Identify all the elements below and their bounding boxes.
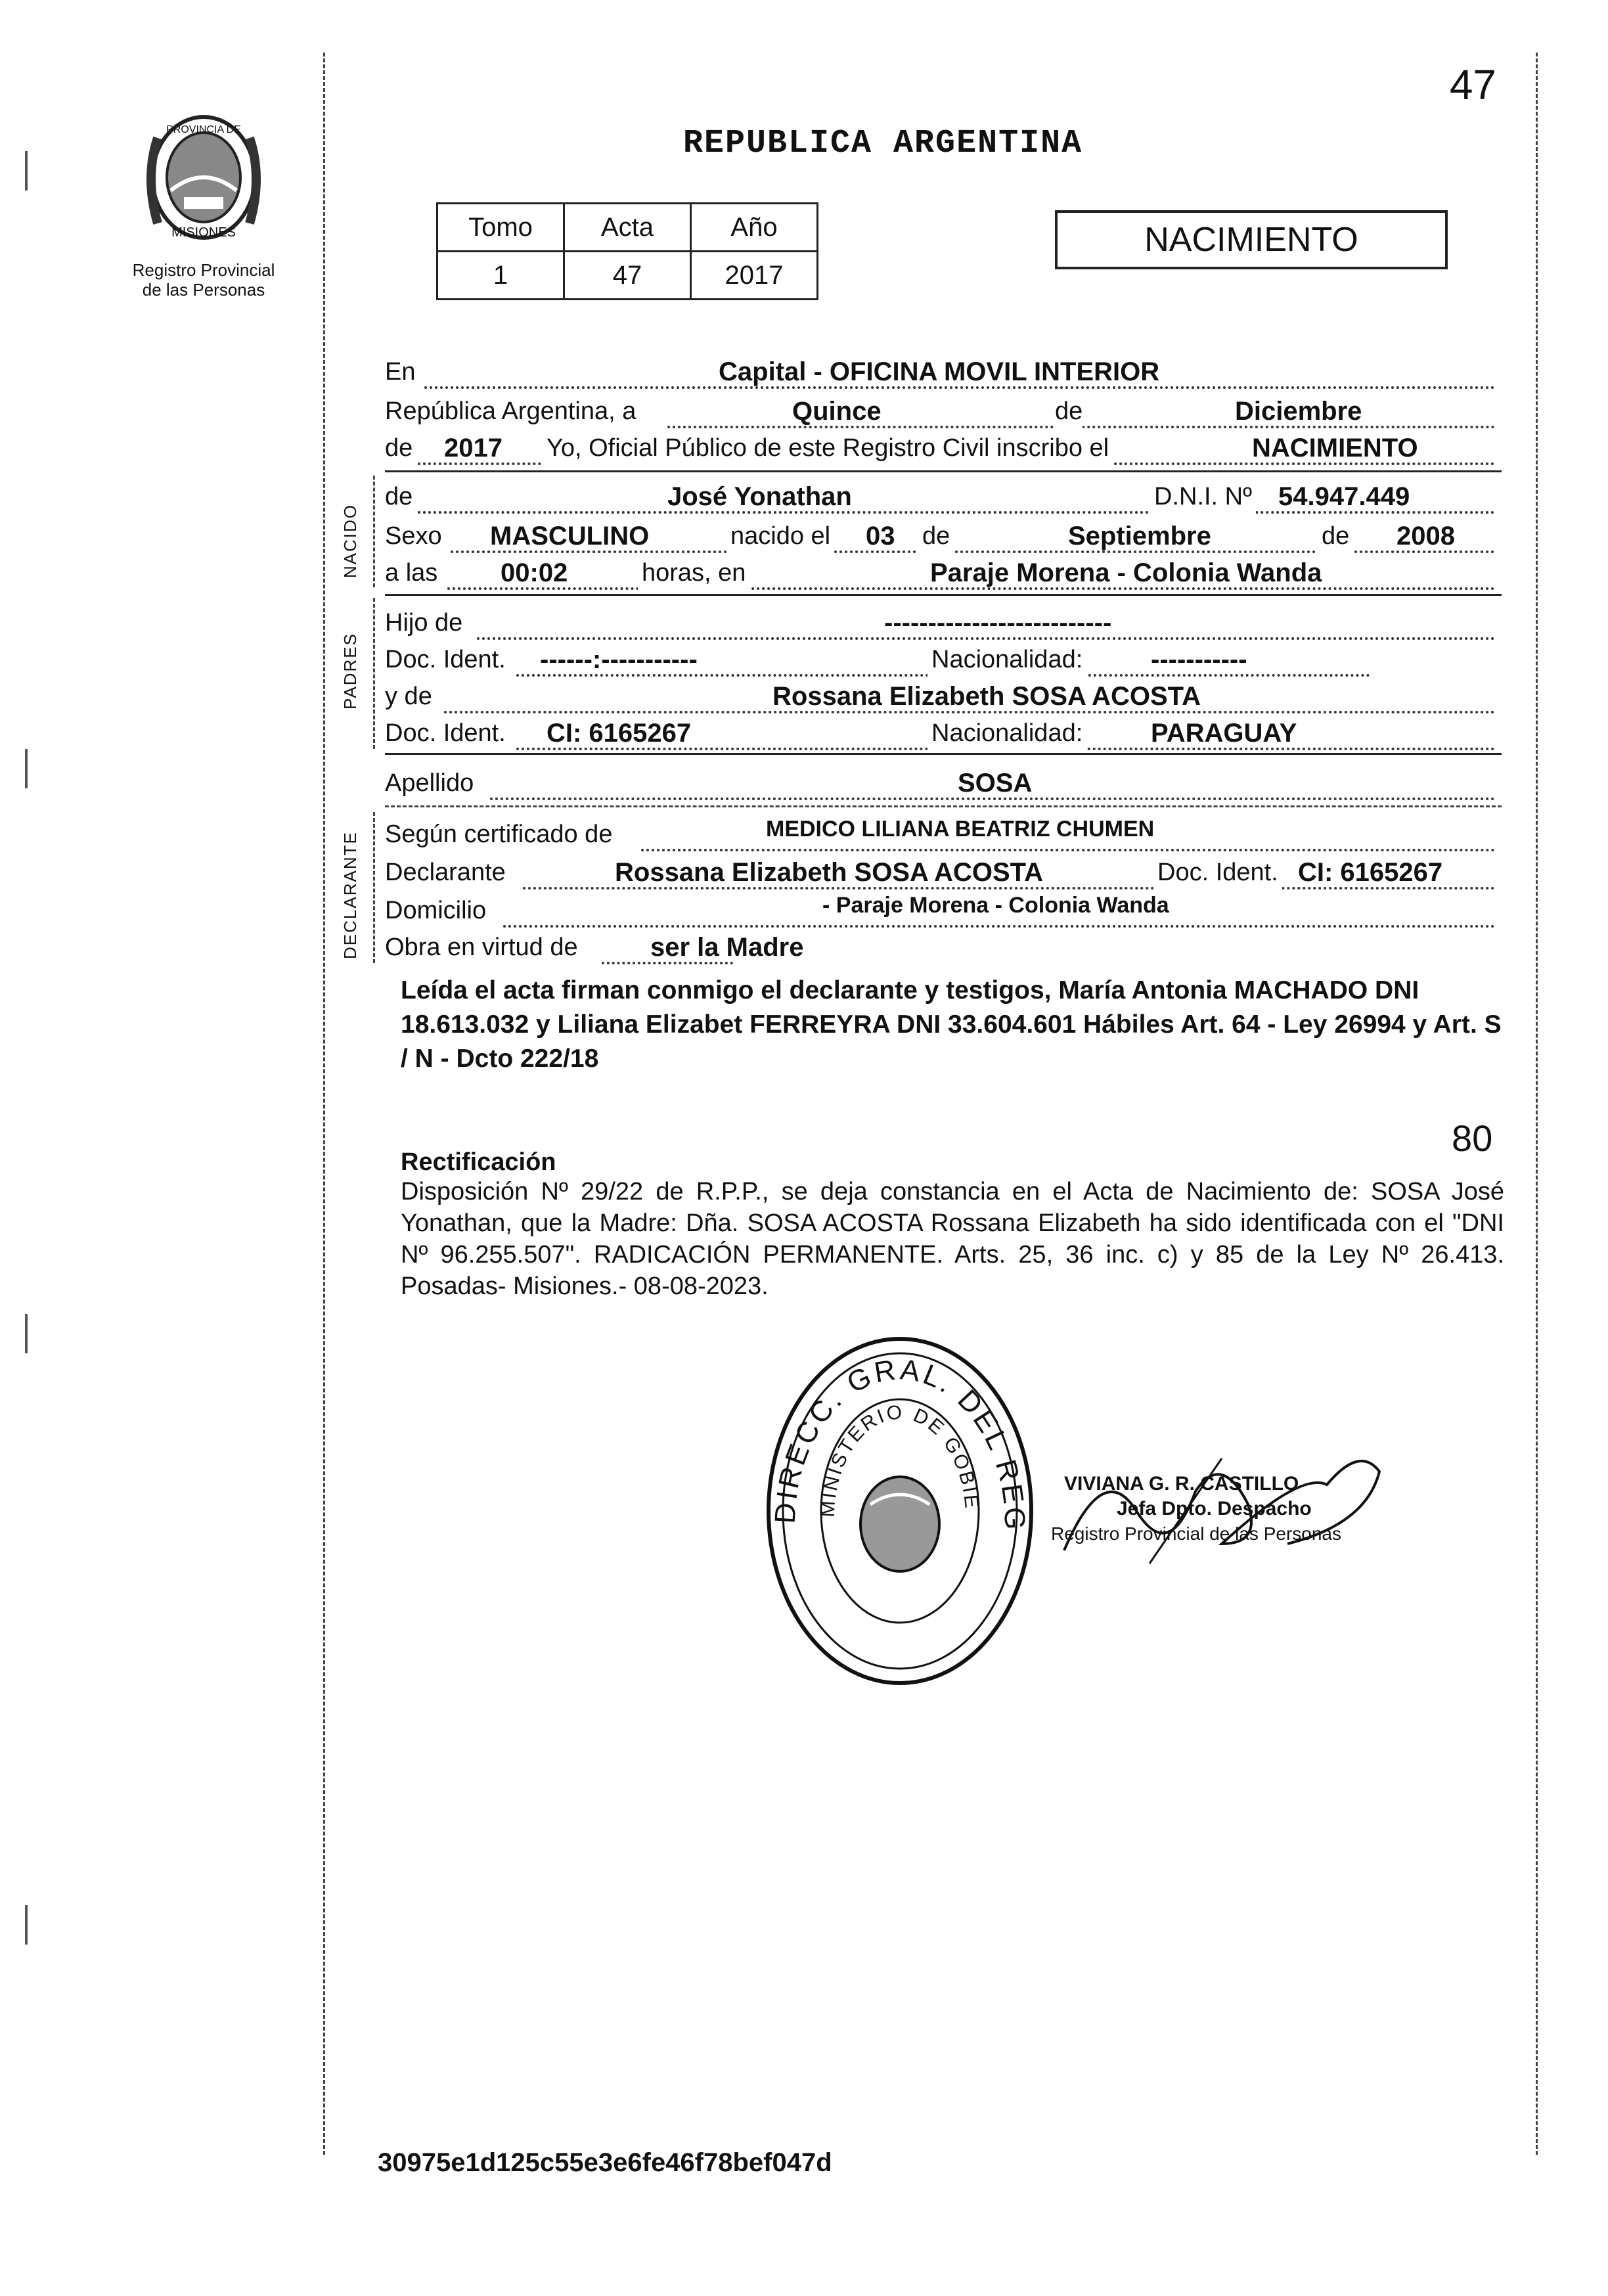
label-yo: Yo, Oficial Público de este Registro Civil inscribo el: [543, 431, 1113, 465]
document-title: REPUBLICA ARGENTINA: [683, 125, 1083, 162]
label-domicilio: Domicilio: [385, 897, 487, 924]
label-horas-en: horas, en: [638, 556, 749, 590]
rectificacion-title: Rectificación: [401, 1148, 556, 1176]
value-father-nac: -----------: [1151, 645, 1247, 674]
page-number: 47: [1449, 61, 1496, 108]
signature-block: [1051, 1472, 1341, 1546]
row-yo: [385, 431, 1502, 465]
label-sexo: Sexo: [385, 522, 442, 550]
rectificacion-number: 80: [1452, 1117, 1493, 1159]
row-declarante: [385, 855, 1502, 889]
label-doc-ident-2: Doc. Ident.: [385, 719, 506, 747]
label-dni: D.N.I. Nº: [1150, 480, 1256, 514]
label-republica: República Argentina, a: [385, 397, 636, 425]
row-obra: [385, 930, 1502, 964]
value-child-name: José Yonathan: [667, 482, 852, 511]
svg-text:PROVINCIA DE: PROVINCIA DE: [166, 124, 241, 135]
row-y-de: [385, 679, 1502, 713]
label-y-de: y de: [385, 683, 432, 710]
divider-1: [385, 470, 1502, 472]
value-month: Diciembre: [1235, 397, 1362, 426]
value-inscribo: NACIMIENTO: [1252, 434, 1418, 462]
svg-text:DIRECC. GRAL. DEL REGISTRO PRO: DIRECC. GRAL. DEL REG: [769, 1353, 1031, 1533]
value-day: Quince: [792, 397, 882, 426]
label-declarante: Declarante: [385, 859, 506, 886]
value-en: Capital - OFICINA MOVIL INTERIOR: [719, 357, 1160, 386]
value-domicilio: - Paraje Morena - Colonia Wanda: [822, 893, 1169, 918]
value-declarante: Rossana Elizabeth SOSA ACOSTA: [615, 858, 1043, 887]
label-hijo-de: Hijo de: [385, 609, 463, 637]
ref-header-acta: Acta: [564, 204, 691, 252]
label-apellido: Apellido: [385, 769, 474, 797]
value-birth-place: Paraje Morena - Colonia Wanda: [930, 558, 1322, 587]
value-birth-year: 2008: [1396, 522, 1455, 551]
value-sexo: MASCULINO: [490, 522, 650, 551]
row-hijo-de: [385, 606, 1502, 640]
value-birth-month: Septiembre: [1068, 522, 1211, 551]
row-apellido: [385, 766, 1502, 800]
signature-org: Registro Provincial de las Personas: [1051, 1523, 1341, 1544]
label-certificado: Según certificado de: [385, 821, 613, 848]
act-type-box: NACIMIENTO: [1055, 210, 1448, 269]
ref-value-anio: 2017: [691, 252, 818, 300]
label-de-3: de: [1318, 519, 1353, 553]
section-label-declarante: DECLARANTE: [340, 831, 360, 959]
document-hash: 30975e1d125c55e3e6fe46f78bef047d: [378, 2148, 832, 2177]
value-mother-doc: CI: 6165267: [547, 719, 692, 748]
value-father-doc: ------:-----------: [540, 645, 698, 674]
signature-name: VIVIANA G. R. CASTILLO: [1064, 1473, 1299, 1495]
signature-role: Jefa Dpto. Despacho: [1117, 1498, 1312, 1519]
left-margin-line: [323, 53, 325, 2155]
divider-2: [385, 594, 1502, 596]
value-father: --------------------------: [884, 608, 1112, 637]
label-nacionalidad-1: Nacionalidad:: [927, 642, 1086, 677]
stamp-seal-icon: [755, 1327, 1044, 1695]
ref-value-acta: 47: [564, 252, 691, 300]
province-seal-icon: [131, 99, 276, 256]
label-doc-ident-3: Doc. Ident.: [1153, 855, 1282, 889]
row-domicilio: [385, 893, 1502, 928]
reference-table: [436, 202, 818, 300]
row-certificado: [385, 817, 1502, 851]
ref-header-tomo: Tomo: [437, 204, 564, 252]
label-obra: Obra en virtud de: [385, 934, 578, 961]
label-de-2: de: [918, 519, 954, 553]
official-stamp: [755, 1327, 1044, 1698]
ref-value-tomo: 1: [437, 252, 564, 300]
label-doc-ident-1: Doc. Ident.: [385, 646, 506, 673]
row-sexo: [385, 519, 1502, 553]
emblem-caption-line1: Registro Provincial: [132, 260, 275, 280]
svg-text:MISIONES: MISIONES: [171, 225, 236, 240]
emblem-caption-line2: de las Personas: [142, 280, 265, 300]
label-en: En: [385, 358, 416, 386]
divider-3: [385, 753, 1502, 755]
row-republica: [385, 394, 1502, 428]
row-hora: [385, 556, 1502, 590]
label-de-year: de: [385, 434, 413, 462]
value-mother: Rossana Elizabeth SOSA ACOSTA: [772, 682, 1201, 711]
row-mother-doc: [385, 716, 1502, 750]
label-de-month: de: [1055, 394, 1083, 428]
section-label-nacido: NACIDO: [340, 503, 360, 578]
section-label-padres: PADRES: [340, 633, 360, 709]
label-nacionalidad-2: Nacionalidad:: [927, 716, 1086, 750]
row-en: [385, 355, 1502, 389]
label-nacido-de: de: [385, 483, 413, 510]
value-apellido: SOSA: [958, 769, 1033, 798]
row-father-doc: [385, 642, 1502, 677]
value-birth-day: 03: [866, 522, 895, 551]
closing-paragraph: Leída el acta firman conmigo el declarante y testigos, María Antonia MACHADO DNI 18.613.032 y Liliana Elizabet FERREYRA DNI 33.604.601 Hábiles Art. 64 - Ley 26994 y Art. S / N - Dcto 222/18: [401, 976, 1502, 1073]
province-emblem: [105, 99, 302, 300]
value-time: 00:02: [501, 558, 568, 587]
value-declarante-doc: CI: 6165267: [1298, 858, 1443, 887]
row-nacido-name: [385, 480, 1502, 514]
svg-text:MINISTERIO DE GOBIERNO: MINISTERIO DE GOBIE: [816, 1401, 983, 1518]
label-a-las: a las: [385, 559, 438, 587]
right-margin-line: [1536, 53, 1538, 2155]
label-nacido-el: nacido el: [726, 519, 834, 553]
rectificacion-text: Disposición Nº 29/22 de R.P.P., se deja constancia en el Acta de Nacimiento de: SOSA José Yonathan, que la Madre: Dña. SOSA ACOSTA Rossana Elizabeth ha sido identificada con el "DNI Nº 96.255.507". RADICACIÓN PERMANENTE. Arts. 25, 36 inc. c) y 85 de la Ley Nº 26.413. Posadas- Misiones.- 08-08-2023.: [401, 1178, 1504, 1300]
value-obra: ser la Madre: [650, 933, 804, 962]
value-dni: 54.947.449: [1278, 482, 1410, 511]
value-certificado: MEDICO LILIANA BEATRIZ CHUMEN: [766, 817, 1155, 842]
ref-header-anio: Año: [691, 204, 818, 252]
value-mother-nac: PARAGUAY: [1151, 719, 1297, 748]
value-year: 2017: [444, 434, 502, 462]
divider-4: [385, 805, 1502, 807]
